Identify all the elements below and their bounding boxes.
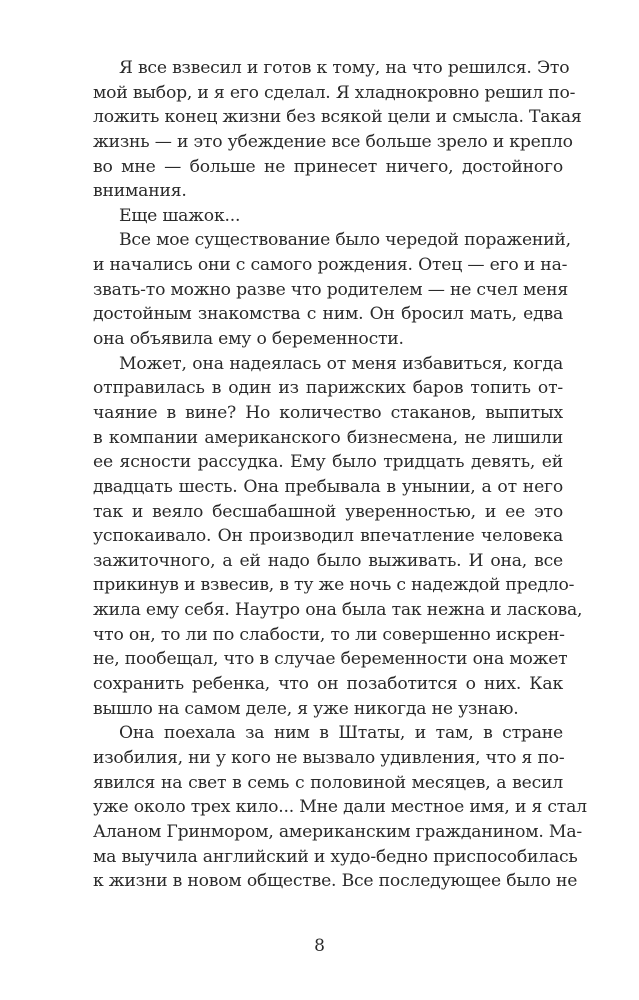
text-line: к жизни в новом обществе. Все последующее было не (93, 871, 578, 892)
text-line: звать-то можно разве что родителем — не счел меня (93, 279, 569, 300)
text-line: Она поехала за ним в Штаты, и там, в стране (119, 723, 563, 744)
text-line: Еще шажок... (119, 205, 241, 226)
text-line: сохранить ребенка, что он позаботится о них. Как (93, 674, 563, 695)
text-line: уже около трех кило... Мне дали местное имя, и я стал (93, 797, 587, 818)
text-line: двадцать шесть. Она пребывала в унынии, а от него (93, 476, 563, 497)
page-number: 8 (314, 936, 325, 956)
text-line: зажиточного, а ей надо было выживать. И она, все (93, 550, 563, 571)
text-line: отправилась в один из парижских баров топить от- (93, 378, 563, 399)
text-line: прикинув и взвесив, в ту же ночь с надеждой предло- (93, 575, 575, 596)
text-line: явился на свет в семь с половиной месяцев, а весил (93, 772, 563, 793)
text-line: ее ясности рассудка. Ему было тридцать девять, ей (93, 452, 563, 473)
text-line: успокаивало. Он производил впечатление человека (93, 526, 563, 547)
text-line: ма выучила английский и худо-бедно приспособилась (93, 846, 578, 867)
text-line: не, пообещал, что в случае беременности она может (93, 649, 568, 670)
text-line: Все мое существование было чередой поражений, (119, 230, 571, 251)
body-text (93, 56, 587, 894)
text-line: внимания. (93, 181, 187, 202)
text-line: ложить конец жизни без всякой цели и смысла. Такая (93, 107, 582, 128)
text-line: жизнь — и это убеждение все больше зрело и крепло (93, 131, 573, 152)
text-line: она объявила ему о беременности. (93, 329, 404, 350)
text-line: во мне — больше не принесет ничего, достойного (93, 156, 563, 177)
text-line: Может, она надеялась от меня избавиться, когда (119, 353, 563, 374)
text-line: чаяние в вине? Но количество стаканов, выпитых (93, 402, 563, 423)
text-line: в компании американского бизнесмена, не лишили (93, 427, 563, 448)
text-line: что он, то ли по слабости, то ли совершенно искрен- (93, 624, 565, 645)
text-line: достойным знакомства с ним. Он бросил мать, едва (93, 304, 563, 325)
text-line: мой выбор, и я его сделал. Я хладнокровно решил по- (93, 82, 576, 103)
text-line: изобилия, ни у кого не вызвало удивления, что я по- (93, 747, 565, 768)
text-line: Я все взвесил и готов к тому, на что решился. Это (119, 58, 570, 78)
text-line: вышло на самом деле, я уже никогда не узнаю. (93, 698, 519, 719)
text-line: так и веяло бесшабашной уверенностью, и ее это (93, 501, 563, 522)
text-line: жила ему себя. Наутро она была так нежна и ласкова, (93, 600, 583, 621)
text-line: Аланом Гринмором, американским гражданином. Ма- (93, 821, 582, 842)
text-line: и начались они с самого рождения. Отец — его и на- (93, 255, 568, 276)
